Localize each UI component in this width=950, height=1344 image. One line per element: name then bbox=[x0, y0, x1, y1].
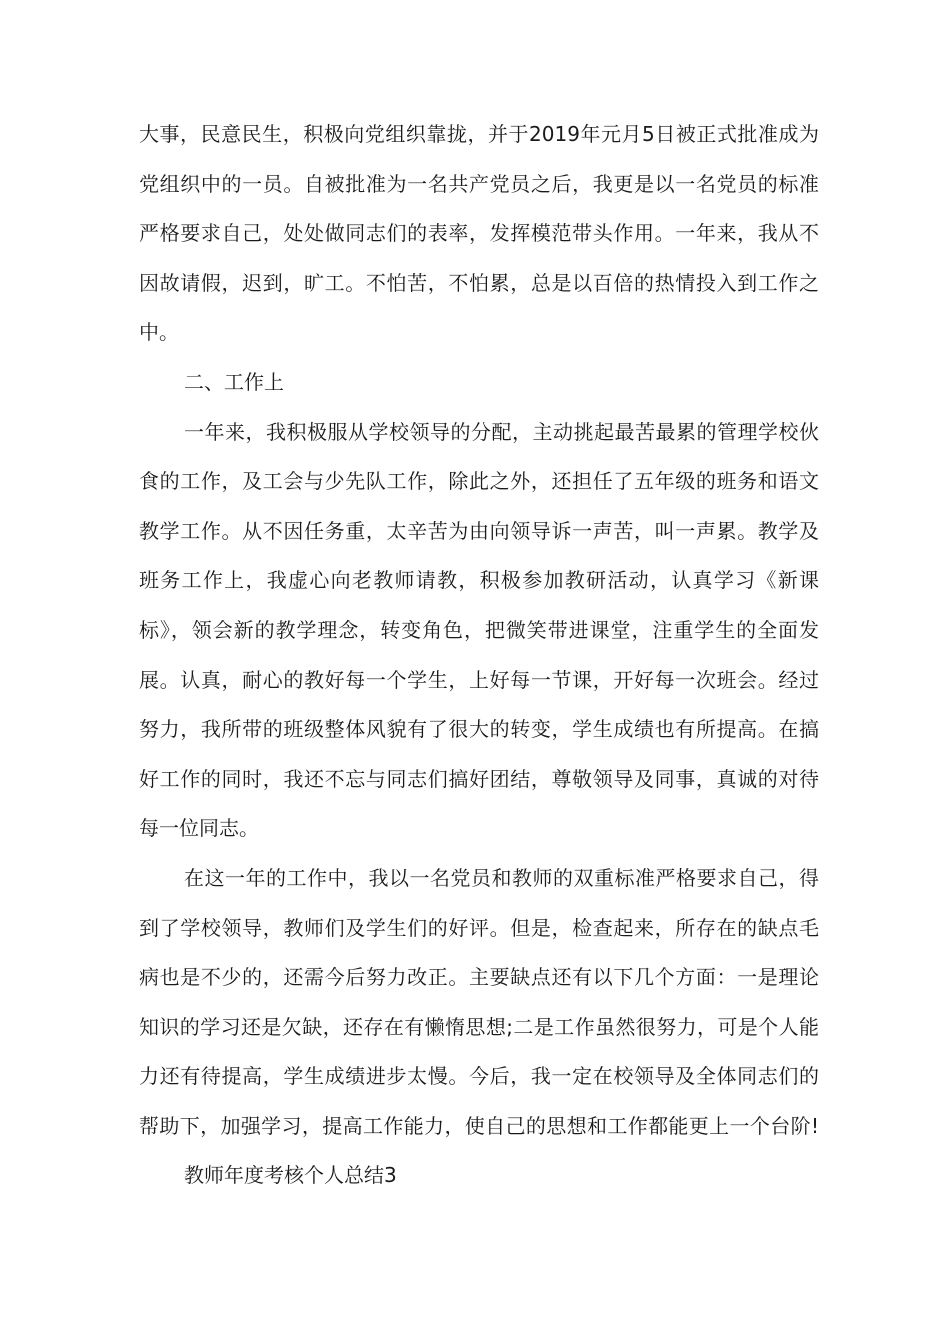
paragraph-work-details bbox=[139, 408, 819, 854]
text-line: 教学工作。从不因任务重，太辛苦为由向领导诉一声苦，叫一声累。教学及 bbox=[139, 518, 819, 543]
text-line: 党组织中的一员。自被批准为一名共产党员之后，我更是以一名党员的标准 bbox=[139, 171, 819, 196]
text-line: 严格要求自己，处处做同志们的表率，发挥模范带头作用。一年来，我从不 bbox=[139, 221, 819, 246]
text-line: 每一位同志。 bbox=[139, 816, 259, 841]
section-heading-work: 二、工作上 bbox=[184, 369, 284, 394]
text-line: 大事，民意民生，积极向党组织靠拢，并于2019年元月5日被正式批准成为 bbox=[139, 122, 819, 146]
text-line: 中。 bbox=[139, 320, 179, 345]
text-line: 帮助下，加强学习，提高工作能力，使自己的思想和工作都能更上一个台阶! bbox=[139, 1113, 819, 1138]
text-line: 力还有待提高，学生成绩进步太慢。今后，我一定在校领导及全体同志们的 bbox=[139, 1064, 819, 1089]
paragraph-self-assessment bbox=[139, 854, 819, 1152]
text-line: 一年来，我积极服从学校领导的分配，主动挑起最苦最累的管理学校伙 bbox=[184, 419, 819, 444]
text-line: 班务工作上，我虚心向老教师请教，积极参加教研活动，认真学习《新课 bbox=[139, 568, 819, 593]
paragraph-party-membership bbox=[139, 110, 819, 358]
document-page bbox=[139, 110, 819, 1201]
text-line: 到了学校领导，教师们及学生们的好评。但是，检查起来，所存在的缺点毛 bbox=[139, 915, 819, 940]
text-line: 食的工作，及工会与少先队工作，除此之外，还担任了五年级的班务和语文 bbox=[139, 469, 819, 494]
text-line: 努力，我所带的班级整体风貌有了很大的转变，学生成绩也有所提高。在搞 bbox=[139, 717, 819, 742]
text-line: 标》，领会新的教学理念，转变角色，把微笑带进课堂，注重学生的全面发 bbox=[139, 617, 819, 642]
text-line: 知识的学习还是欠缺，还存在有懒惰思想;二是工作虽然很努力，可是个人能 bbox=[139, 1014, 819, 1039]
text-line: 因故请假，迟到，旷工。不怕苦，不怕累，总是以百倍的热情投入到工作之 bbox=[139, 270, 819, 295]
next-article-title: 教师年度考核个人总结3 bbox=[184, 1163, 397, 1188]
text-line: 在这一年的工作中，我以一名党员和教师的双重标准严格要求自己，得 bbox=[184, 865, 819, 890]
text-line: 病也是不少的，还需今后努力改正。主要缺点还有以下几个方面：一是理论 bbox=[139, 965, 819, 990]
text-line: 展。认真，耐心的教好每一个学生，上好每一节课，开好每一次班会。经过 bbox=[139, 667, 819, 692]
text-line: 好工作的同时，我还不忘与同志们搞好团结，尊敬领导及同事，真诚的对待 bbox=[139, 766, 819, 791]
